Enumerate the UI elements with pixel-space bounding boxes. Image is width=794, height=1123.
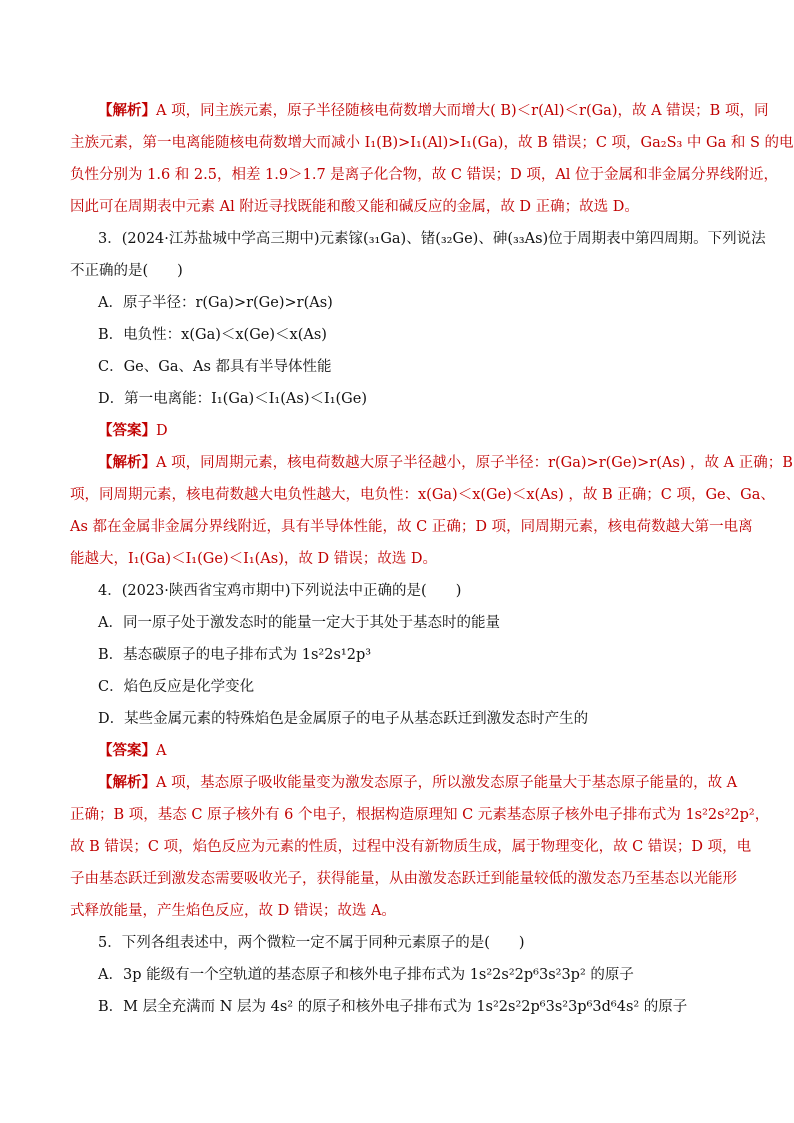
q4-option-d: D．某些金属元素的特殊焰色是金属原子的电子从基态跃迁到激发态时产生的 <box>98 711 589 727</box>
q4-explanation-line-5: 式释放能量，产生焰色反应，故 D 错误；故选 A。 <box>70 903 396 919</box>
q4-option-b: B．基态碳原子的电子排布式为 1s²2s¹2p³ <box>98 647 372 663</box>
q3-option-b: B．电负性：x(Ga)＜x(Ge)＜x(As) <box>98 327 327 343</box>
q3-explanation-line-1: 【解析】A 项，同周期元素，核电荷数越大原子半径越小，原子半径：r(Ga)>r(Ge)>r(As) ，故 A 正确；B <box>98 454 793 471</box>
q3-option-d: D．第一电离能：I₁(Ga)＜I₁(As)＜I₁(Ge) <box>98 391 367 407</box>
q4-answer <box>70 735 730 767</box>
q4-option-c: C．焰色反应是化学变化 <box>98 679 255 695</box>
q5-option-b: B．M 层全充满而 N 层为 4s² 的原子和核外电子排布式为 1s²2s²2p⁶3s²3p⁶3d⁶4s² 的原子 <box>98 999 688 1015</box>
q3-stem-line-2: 不正确的是( ) <box>70 263 183 279</box>
q4-explanation-line-3: 故 B 错误；C 项，焰色反应为元素的性质，过程中没有新物质生成，属于物理变化，故 C 错误；D 项，电 <box>70 839 752 855</box>
q5-stem: 5．下列各组表述中，两个微粒一定不属于同种元素原子的是( ) <box>98 935 525 951</box>
q4-option-a: A．同一原子处于激发态时的能量一定大于其处于基态时的能量 <box>98 615 500 631</box>
q4-answer-value: A <box>156 743 167 759</box>
answer-tag: 【答案】 <box>98 422 156 439</box>
q3-explanation-line-3: As 都在金属非金属分界线附近，具有半导体性能，故 C 正确；D 项，同周期元素，核电荷数越大第一电离 <box>70 519 753 535</box>
explanation-tag: 【解析】 <box>98 102 156 119</box>
explanation-tag: 【解析】 <box>98 454 156 471</box>
q4-explanation-line-2: 正确；B 项，基态 C 原子核外有 6 个电子，根据构造原理知 C 元素基态原子核外电子排布式为 1s²2s²2p²， <box>70 807 770 823</box>
q2-explanation-line-3: 负性分别为 1.6 和 2.5，相差 1.9＞1.7 是离子化合物，故 C 错误；D 项，Al 位于金属和非金属分界线附近， <box>70 167 779 183</box>
q5-option-a: A．3p 能级有一个空轨道的基态原子和核外电子排布式为 1s²2s²2p⁶3s²3p² 的原子 <box>98 967 634 983</box>
q3-explanation-line-4: 能越大，I₁(Ga)＜I₁(Ge)＜I₁(As)，故 D 错误；故选 D。 <box>70 551 437 567</box>
explanation-tag: 【解析】 <box>98 774 156 791</box>
q3-stem-line-1: 3．(2024·江苏盐城中学高三期中)元素镓(₃₁Ga)、锗(₃₂Ge)、砷(₃₃As)位于周期表中第四周期。下列说法 <box>98 231 766 247</box>
q3-option-c: C．Ge、Ga、As 都具有半导体性能 <box>98 359 332 375</box>
q3-answer-value: D <box>156 423 168 439</box>
q2-explanation-line-2: 主族元素，第一电离能随核电荷数增大而减小 I₁(B)>I₁(Al)>I₁(Ga)，故 B 错误；C 项，Ga₂S₃ 中 Ga 和 S 的电 <box>70 135 794 151</box>
q2-explanation-line-1: 【解析】A 项，同主族元素，原子半径随核电荷数增大而增大( B)＜r(Al)＜r(Ga)，故 A 错误；B 项，同 <box>98 102 769 119</box>
page-content <box>70 95 794 1023</box>
q2-explanation-line-4: 因此可在周期表中元素 Al 附近寻找既能和酸又能和碱反应的金属，故 D 正确；故选 D。 <box>70 199 639 215</box>
q3-explanation-line-2: 项，同周期元素，核电荷数越大电负性越大，电负性：x(Ga)＜x(Ge)＜x(As) ，故 B 正确；C 项，Ge、Ga、 <box>70 487 775 503</box>
q3-answer <box>70 415 730 447</box>
q4-stem: 4．(2023·陕西省宝鸡市期中)下列说法中正确的是( ) <box>98 583 462 599</box>
q4-explanation-line-4: 子由基态跃迁到激发态需要吸收光子，获得能量，从由激发态跃迁到能量较低的激发态乃至基态以光能形 <box>70 871 737 887</box>
q4-explanation-line-1: 【解析】A 项，基态原子吸收能量变为激发态原子，所以激发态原子能量大于基态原子能量的，故 A <box>98 774 738 791</box>
answer-tag: 【答案】 <box>98 742 156 759</box>
q3-option-a: A．原子半径：r(Ga)>r(Ge)>r(As) <box>98 295 333 311</box>
